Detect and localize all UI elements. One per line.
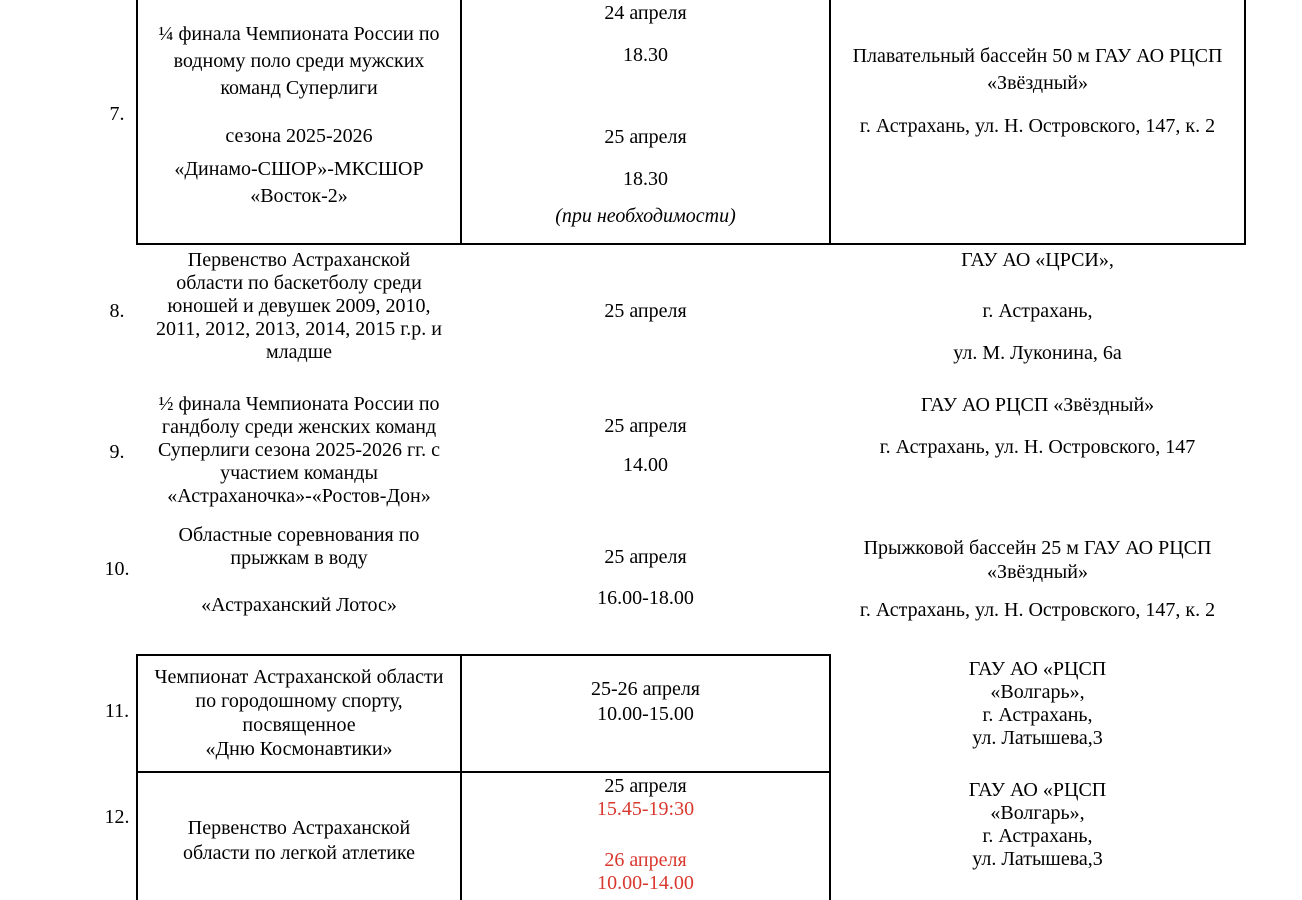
event-location-line: «Звёздный» bbox=[987, 561, 1088, 583]
event-location-line: «Волгарь», bbox=[990, 681, 1085, 703]
event-location-line: ГАУ АО «ЦРСИ», bbox=[961, 249, 1114, 271]
row7-box-right-border bbox=[1244, 0, 1246, 245]
event-name-line: посвященное bbox=[242, 714, 356, 736]
event-name-line: сезона 2025-2026 bbox=[225, 125, 373, 147]
row-number: 8. bbox=[109, 300, 125, 322]
event-date-cell bbox=[462, 416, 829, 475]
event-name-line: прыжкам в воду bbox=[230, 547, 368, 569]
event-date-line: 25-26 апреля bbox=[590, 678, 701, 700]
event-name-cell bbox=[138, 393, 460, 508]
event-date-cell bbox=[462, 0, 829, 226]
event-name-line: «Динамо-СШОР»-МКСШОР bbox=[174, 158, 424, 180]
row-number: 7. bbox=[109, 103, 125, 125]
event-name-cell bbox=[138, 244, 460, 364]
event-location-line: ул. Латышева,3 bbox=[972, 727, 1103, 749]
event-location-line: г. Астрахань, bbox=[982, 300, 1093, 322]
event-date-cell bbox=[462, 547, 829, 608]
event-date-cell bbox=[462, 775, 829, 895]
event-date-cell bbox=[462, 677, 829, 727]
event-location-cell bbox=[831, 395, 1244, 457]
event-date-line: 25 апреля bbox=[604, 415, 687, 437]
event-name-line: водному поло среди мужских bbox=[173, 50, 425, 72]
event-date-line-red: 26 апреля bbox=[604, 849, 687, 871]
event-location-line: ГАУ АО «РЦСП bbox=[968, 658, 1107, 680]
event-date-note: (при необходимости) bbox=[555, 205, 736, 227]
event-time-line: 18.30 bbox=[623, 44, 668, 66]
event-name-line: ¼ финала Чемпионата России по bbox=[158, 23, 440, 45]
event-time-line-red: 10.00-14.00 bbox=[597, 872, 694, 894]
event-name-cell bbox=[138, 816, 460, 866]
event-location-line: ГАУ АО «РЦСП bbox=[968, 779, 1107, 801]
event-location-line: г. Астрахань, ул. Н. Островского, 147, к. 2 bbox=[859, 599, 1216, 621]
event-location-cell bbox=[831, 0, 1244, 140]
event-time-line: 18.30 bbox=[623, 168, 668, 190]
row-number: 12. bbox=[104, 806, 130, 828]
event-location-line: г. Астрахань, bbox=[982, 704, 1093, 726]
event-location-line: Прыжковой бассейн 25 м ГАУ АО РЦСП bbox=[863, 537, 1212, 559]
event-name-cell bbox=[138, 656, 460, 761]
event-name-line: области по баскетболу среди bbox=[176, 272, 422, 294]
event-date-line: 25 апреля bbox=[604, 126, 687, 148]
event-name-line: «Астраханочка»-«Ростов-Дон» bbox=[167, 485, 431, 507]
row-number: 10. bbox=[104, 558, 130, 580]
event-date-line: 25 апреля bbox=[604, 546, 687, 568]
event-name-line: Областные соревнования по bbox=[178, 524, 420, 546]
event-time-line: 16.00-18.00 bbox=[597, 587, 694, 609]
event-name-cell bbox=[138, 0, 460, 210]
event-name-line: участием команды bbox=[220, 462, 378, 484]
event-name-line: 2011, 2012, 2013, 2014, 2015 г.р. и bbox=[156, 318, 442, 340]
event-name-line: Суперлиги сезона 2025-2026 гг. с bbox=[157, 439, 441, 461]
event-location-line: ул. Латышева,3 bbox=[972, 848, 1103, 870]
event-location-line: г. Астрахань, ул. Н. Островского, 147, к. 2 bbox=[859, 115, 1216, 137]
row-number: 9. bbox=[109, 441, 125, 463]
event-name-line: младше bbox=[266, 341, 332, 363]
event-location-line: «Волгарь», bbox=[990, 802, 1085, 824]
event-location-cell bbox=[831, 250, 1244, 363]
event-name-line: «Восток-2» bbox=[250, 185, 348, 207]
event-date-line: 25 апреля bbox=[604, 775, 687, 797]
event-name-line: по городошному спорту, bbox=[195, 690, 403, 712]
event-time-line: 14.00 bbox=[623, 454, 668, 476]
event-location-line: ГАУ АО РЦСП «Звёздный» bbox=[920, 394, 1155, 416]
event-name-line: «Астраханский Лотос» bbox=[201, 594, 397, 616]
row-number: 11. bbox=[104, 700, 130, 722]
event-date-line: 24 апреля bbox=[604, 2, 687, 24]
event-name-line: гандболу среди женских команд bbox=[161, 416, 437, 438]
event-name-line: «Дню Космонавтики» bbox=[205, 738, 393, 760]
event-name-line: Первенство Астраханской bbox=[187, 249, 411, 271]
event-time-line-red: 15.45-19:30 bbox=[596, 798, 695, 820]
event-location-cell bbox=[831, 658, 1244, 750]
event-location-line: Плавательный бассейн 50 м ГАУ АО РЦСП bbox=[852, 45, 1223, 67]
event-date-cell bbox=[462, 301, 829, 321]
event-location-line: г. Астрахань, ул. Н. Островского, 147 bbox=[879, 436, 1196, 458]
event-location-cell bbox=[831, 779, 1244, 871]
event-location-line: ул. М. Луконина, 6а bbox=[953, 342, 1122, 364]
event-location-cell bbox=[831, 536, 1244, 622]
event-name-line: области по легкой атлетике bbox=[182, 842, 416, 864]
event-name-line: Первенство Астраханской bbox=[187, 817, 411, 839]
event-date-line: 25 апреля bbox=[604, 300, 687, 322]
event-location-line: г. Астрахань, bbox=[982, 825, 1093, 847]
row11-row12-divider bbox=[136, 771, 831, 773]
event-name-line: юношей и девушек 2009, 2010, bbox=[167, 295, 431, 317]
event-time-line: 10.00-15.00 bbox=[597, 703, 694, 725]
event-name-line: команд Суперлиги bbox=[220, 77, 378, 99]
event-name-line: Чемпионат Астраханской области bbox=[154, 666, 444, 688]
event-name-line: ½ финала Чемпионата России по bbox=[158, 393, 440, 415]
event-name-cell bbox=[138, 524, 460, 617]
event-location-line: «Звёздный» bbox=[987, 72, 1088, 94]
